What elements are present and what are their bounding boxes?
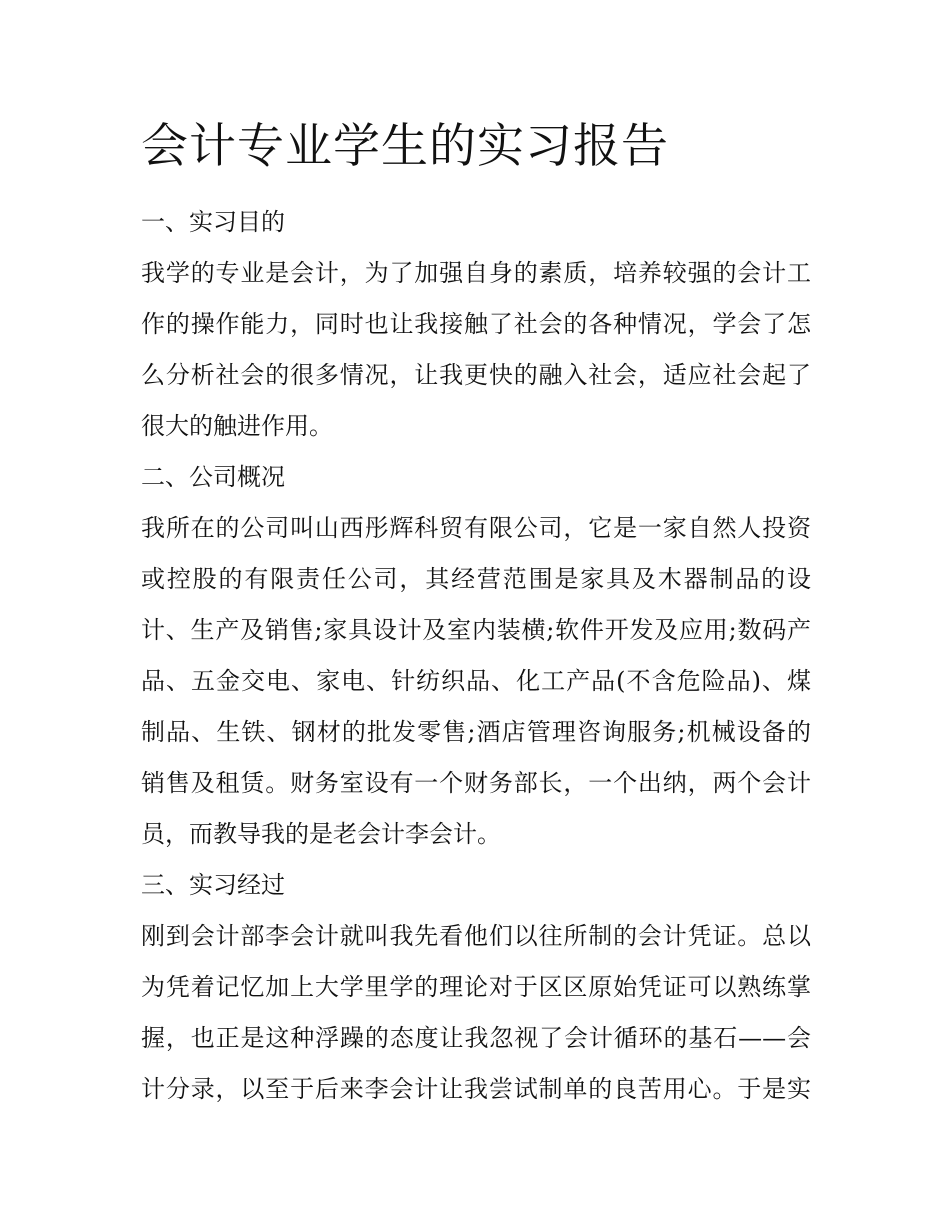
paragraph-line: 销售及租赁。财务室设有一个财务部长，一个出纳，两个会计 bbox=[141, 769, 811, 797]
paragraph-line: 我学的专业是会计，为了加强自身的素质，培养较强的会计工 bbox=[141, 259, 811, 287]
paragraph-line: 么分析社会的很多情况，让我更快的融入社会，适应社会起了 bbox=[141, 361, 811, 389]
document-title: 会计专业学生的实习报告 bbox=[141, 119, 669, 174]
document-body bbox=[141, 197, 811, 1115]
paragraph-line: 刚到会计部李会计就叫我先看他们以往所制的会计凭证。总以 bbox=[141, 922, 811, 950]
paragraph-line: 员，而教导我的是老会计李会计。 bbox=[141, 820, 501, 848]
paragraph-line: 为凭着记忆加上大学里学的理论对于区区原始凭证可以熟练掌 bbox=[141, 973, 811, 1001]
paragraph-line: 我所在的公司叫山西彤辉科贸有限公司，它是一家自然人投资 bbox=[141, 514, 811, 542]
section-heading: 三、实习经过 bbox=[141, 871, 285, 899]
paragraph-line: 握，也正是这种浮躁的态度让我忽视了会计循环的基石——会 bbox=[141, 1024, 811, 1052]
paragraph-line: 很大的触进作用。 bbox=[141, 412, 333, 440]
paragraph-line: 品、五金交电、家电、针纺织品、化工产品(不含危险品)、煤 bbox=[141, 667, 811, 695]
paragraph-line: 计、生产及销售;家具设计及室内装横;软件开发及应用;数码产 bbox=[141, 616, 811, 644]
paragraph-line: 作的操作能力，同时也让我接触了社会的各种情况，学会了怎 bbox=[141, 310, 811, 338]
section-heading: 二、公司概况 bbox=[141, 463, 285, 491]
paragraph-line: 计分录，以至于后来李会计让我尝试制单的良苦用心。于是实 bbox=[141, 1075, 811, 1103]
paragraph-line: 制品、生铁、钢材的批发零售;酒店管理咨询服务;机械设备的 bbox=[141, 718, 811, 746]
section-heading: 一、实习目的 bbox=[141, 208, 285, 236]
paragraph-line: 或控股的有限责任公司，其经营范围是家具及木器制品的设 bbox=[141, 565, 811, 593]
